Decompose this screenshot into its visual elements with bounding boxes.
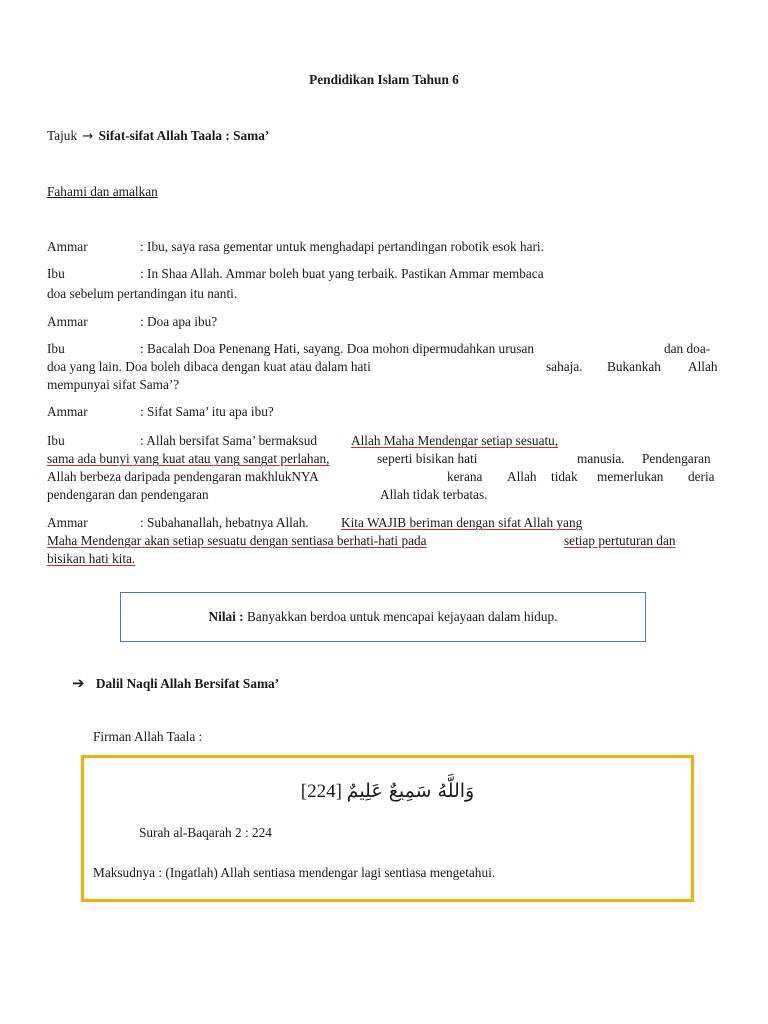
highlighted-text: bisikan hati kita. (47, 551, 136, 566)
dialogue-text: Allah tidak terbatas. (380, 487, 488, 502)
value-text: Banyakkan berdoa untuk mencapai kejayaan dalam hidup. (246, 609, 558, 624)
topic-line (47, 128, 269, 144)
dialogue-text: : Sifat Sama’ itu apa ibu? (140, 404, 274, 419)
speaker-label: Ammar (47, 314, 88, 329)
arrow-icon: ➔ (72, 674, 85, 692)
dialogue-text: Allah (507, 469, 537, 484)
topic-label: Tajuk (47, 128, 78, 143)
speaker-label: Ibu (47, 266, 65, 281)
dialogue-text: memerlukan (597, 469, 664, 484)
speaker-label: Ammar (47, 404, 88, 419)
right-arrow-icon: → (82, 129, 94, 144)
dialogue-text: Allah (688, 359, 718, 374)
dialogue-text: Allah berbeza daripada pendengaran makhlukNYA (47, 469, 319, 484)
surah-reference: Surah al-Baqarah 2 : 224 (139, 825, 272, 840)
dialogue-text: doa sebelum pertandingan itu nanti. (47, 286, 238, 301)
dialogue-text: : Doa apa ibu? (140, 314, 218, 329)
dalil-title: Dalil Naqli Allah Bersifat Sama’ (95, 676, 280, 691)
verse-meaning: Maksudnya : (Ingatlah) Allah sentiasa mendengar lagi sentiasa mengetahui. (93, 865, 496, 880)
dialogue-text: : In Shaa Allah. Ammar boleh buat yang terbaik. Pastikan Ammar membaca (140, 266, 544, 281)
highlighted-text: Allah Maha Mendengar setiap sesuatu, (351, 433, 559, 448)
value-label: Nilai : (208, 609, 244, 624)
speaker-label: Ammar (47, 515, 88, 530)
highlighted-text: sama ada bunyi yang kuat atau yang sangat perlahan, (47, 451, 330, 466)
dialogue-text: Pendengaran (642, 451, 711, 466)
value-box (120, 592, 646, 642)
dialogue-text: sahaja. (546, 359, 583, 374)
dialogue-text: manusia. (577, 451, 625, 466)
section-heading: Fahami dan amalkan (47, 184, 158, 199)
dialogue-text: pendengaran dan pendengaran (47, 487, 209, 502)
dialogue-text: mempunyai sifat Sama’? (47, 377, 180, 392)
verse-number: [224] (300, 781, 342, 802)
verse-box (81, 755, 694, 902)
dialogue-text: dan doa- (664, 341, 711, 356)
speaker-label: Ibu (47, 433, 65, 448)
dalil-heading (72, 674, 279, 692)
dialogue-text: : Bacalah Doa Penenang Hati, sayang. Doa mohon dipermudahkan urusan (140, 341, 534, 356)
topic-title: Sifat-sifat Allah Taala : Sama’ (98, 128, 270, 143)
page-title: Pendidikan Islam Tahun 6 (309, 72, 459, 87)
dialogue-text: deria (688, 469, 715, 484)
firman-label: Firman Allah Taala : (93, 729, 203, 744)
dialogue-text: kerana (447, 469, 483, 484)
dialogue-text: tidak (551, 469, 578, 484)
speaker-label: Ammar (47, 239, 88, 254)
arabic-verse: وَاللَّهُ سَمِيعٌ عَلِيمٌ (346, 780, 475, 802)
dialogue-text: seperti bisikan hati (377, 451, 478, 466)
highlighted-text: Kita WAJIB beriman dengan sifat Allah yang (341, 515, 583, 530)
dialogue-text: Bukankah (607, 359, 661, 374)
dialogue-text: : Subahanallah, hebatnya Allah. (140, 515, 309, 530)
highlighted-text: Maha Mendengar akan setiap sesuatu dengan sentiasa berhati-hati pada (47, 533, 427, 548)
speaker-label: Ibu (47, 341, 65, 356)
verse-line (84, 780, 691, 803)
dialogue-text: : Ibu, saya rasa gementar untuk menghadapi pertandingan robotik esok hari. (140, 239, 544, 254)
highlighted-text: setiap pertuturan dan (564, 533, 676, 548)
dialogue-text: : Allah bersifat Sama’ bermaksud (140, 433, 317, 448)
dialogue-text: doa yang lain. Doa boleh dibaca dengan kuat atau dalam hati (47, 359, 371, 374)
